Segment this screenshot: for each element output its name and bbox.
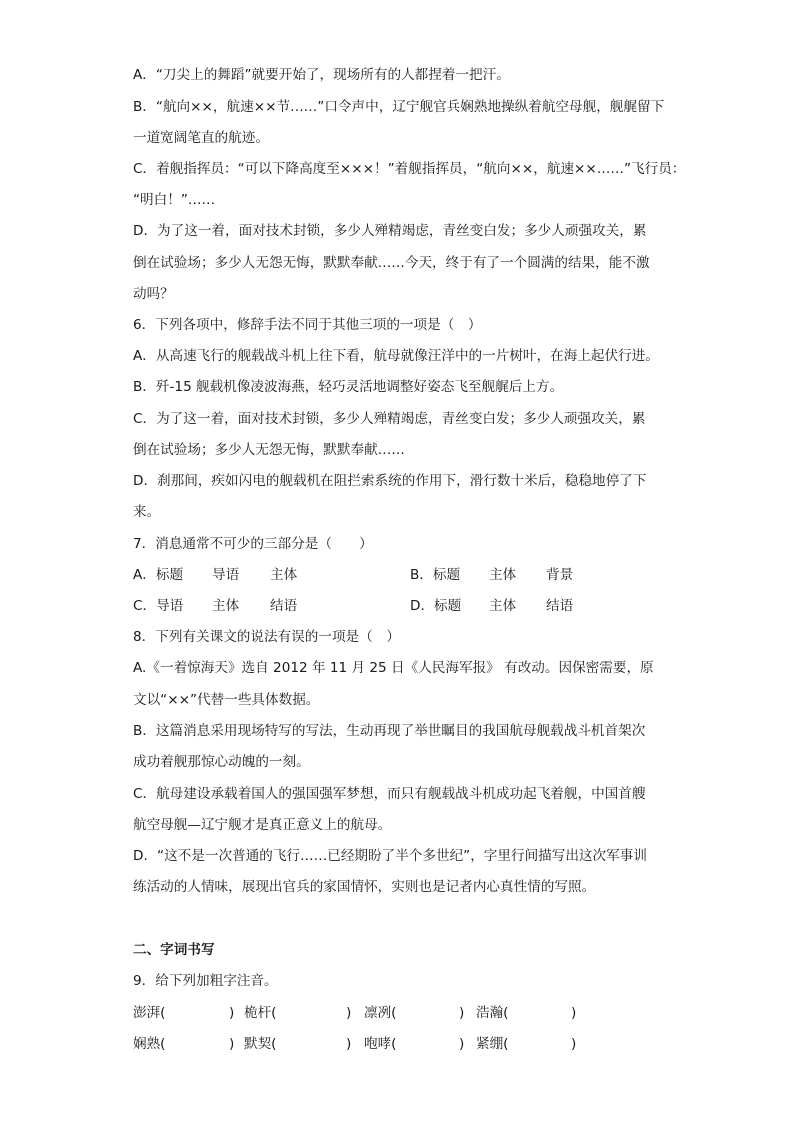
q8-stem: 8．下列有关课文的说法有误的一项是（ ） [133, 629, 400, 645]
q5-option-b: B．“航向××，航速××节……”口令声中，辽宁舰官兵娴熟地操纵着航空母舰，舰艉留下 [133, 99, 665, 115]
q5-option-b-cont: 一道宽阔笔直的航迹。 [133, 130, 269, 146]
q7-option-d-1: D．标题 [410, 598, 462, 614]
pinyin-item: 浩瀚( [476, 1005, 509, 1021]
pinyin-item: 咆哮( [364, 1036, 397, 1052]
pinyin-item: 凛冽( [364, 1005, 397, 1021]
q8-option-c: C．航母建设承载着国人的强国强军梦想，而只有舰载战斗机成功起飞着舰，中国首艘 [133, 786, 646, 802]
q6-option-a: A．从高速飞行的舰载战斗机上往下看，航母就像汪洋中的一片树叶，在海上起伏行进。 [133, 348, 659, 364]
q8-option-a-cont: 文以“××”代替一些具体数据。 [133, 692, 320, 708]
pinyin-item: 澎湃( [133, 1005, 166, 1021]
q8-option-c-cont: 航空母舰—辽宁舰才是真正意义上的航母。 [133, 817, 392, 833]
q7-stem: 7．消息通常不可少的三部分是（ ） [133, 536, 373, 552]
pinyin-item: 桅杆( [244, 1005, 277, 1021]
q6-option-c-cont: 倒在试验场；多少人无怨无悔，默默奉献…… [133, 442, 405, 458]
q8-option-d-cont: 练活动的人情味，展现出官兵的家国情怀，实则也是记者内心真性情的写照。 [133, 879, 596, 895]
q7-option-b-3: 背景 [546, 567, 574, 583]
q5-option-d-cont2: 动吗？ [133, 286, 174, 302]
q5-option-c-cont: “明白！”…… [133, 192, 216, 208]
q7-option-b-2: 主体 [489, 567, 517, 583]
pinyin-close: ) [346, 1036, 352, 1052]
q8-option-b: B．这篇消息采用现场特写的写法，生动再现了举世瞩目的我国航母舰载战斗机首架次 [133, 723, 646, 739]
q8-option-d: D．“这不是一次普通的飞行……已经期盼了半个多世纪”，字里行间描写出这次军事训 [133, 848, 647, 864]
pinyin-close: ) [229, 1036, 235, 1052]
pinyin-item: 紧绷( [476, 1036, 509, 1052]
pinyin-close: ) [459, 1036, 465, 1052]
q5-option-c: C．着舰指挥员：“可以下降高度至×××！”着舰指挥员，“航向××，航速××……”飞行员： [133, 161, 686, 177]
q7-option-a-3: 主体 [270, 567, 298, 583]
q7-option-c-1: C．导语 [133, 598, 184, 614]
pinyin-item: 默契( [244, 1036, 277, 1052]
q7-option-d-2: 主体 [489, 598, 517, 614]
q7-option-a-2: 导语 [212, 567, 240, 583]
q6-option-b: B．歼-15 舰载机像凌波海燕，轻巧灵活地调整好姿态飞至舰艉后上方。 [133, 379, 564, 395]
pinyin-close: ) [571, 1036, 577, 1052]
q8-option-b-cont: 成功着舰那惊心动魄的一刻。 [133, 754, 310, 770]
q5-option-d: D．为了这一着，面对技术封锁，多少人殚精竭虑，青丝变白发；多少人顽强攻关，累 [133, 223, 647, 239]
pinyin-close: ) [229, 1005, 235, 1021]
q7-option-b-1: B．标题 [410, 567, 461, 583]
q7-option-c-2: 主体 [212, 598, 240, 614]
pinyin-close: ) [459, 1005, 465, 1021]
pinyin-close: ) [346, 1005, 352, 1021]
q8-option-a: A.《一着惊海天》选自 2012 年 11 月 25 日《人民海军报》 有改动。因保密需要，原 [133, 660, 654, 676]
q6-option-d-cont: 来。 [133, 504, 161, 520]
q7-option-c-3: 结语 [270, 598, 298, 614]
q6-option-d: D．刹那间，疾如闪电的舰载机在阻拦索系统的作用下，滑行数十米后，稳稳地停了下 [133, 473, 647, 489]
pinyin-item: 娴熟( [133, 1036, 166, 1052]
q9-stem: 9．给下列加粗字注音。 [133, 973, 278, 989]
pinyin-close: ) [571, 1005, 577, 1021]
q6-stem: 6．下列各项中，修辞手法不同于其他三项的一项是（ ） [133, 317, 482, 333]
section-title: 二、字词书写 [133, 942, 215, 958]
q6-option-c: C．为了这一着，面对技术封锁，多少人殚精竭虑，青丝变白发；多少人顽强攻关，累 [133, 411, 646, 427]
q7-option-a-1: A．标题 [133, 567, 184, 583]
q7-option-d-3: 结语 [546, 598, 574, 614]
q5-option-d-cont1: 倒在试验场；多少人无怨无悔，默默奉献……今天，终于有了一个圆满的结果，能不激 [133, 255, 650, 271]
q5-option-a: A．“刀尖上的舞蹈”就要开始了，现场所有的人都捏着一把汗。 [133, 67, 510, 83]
